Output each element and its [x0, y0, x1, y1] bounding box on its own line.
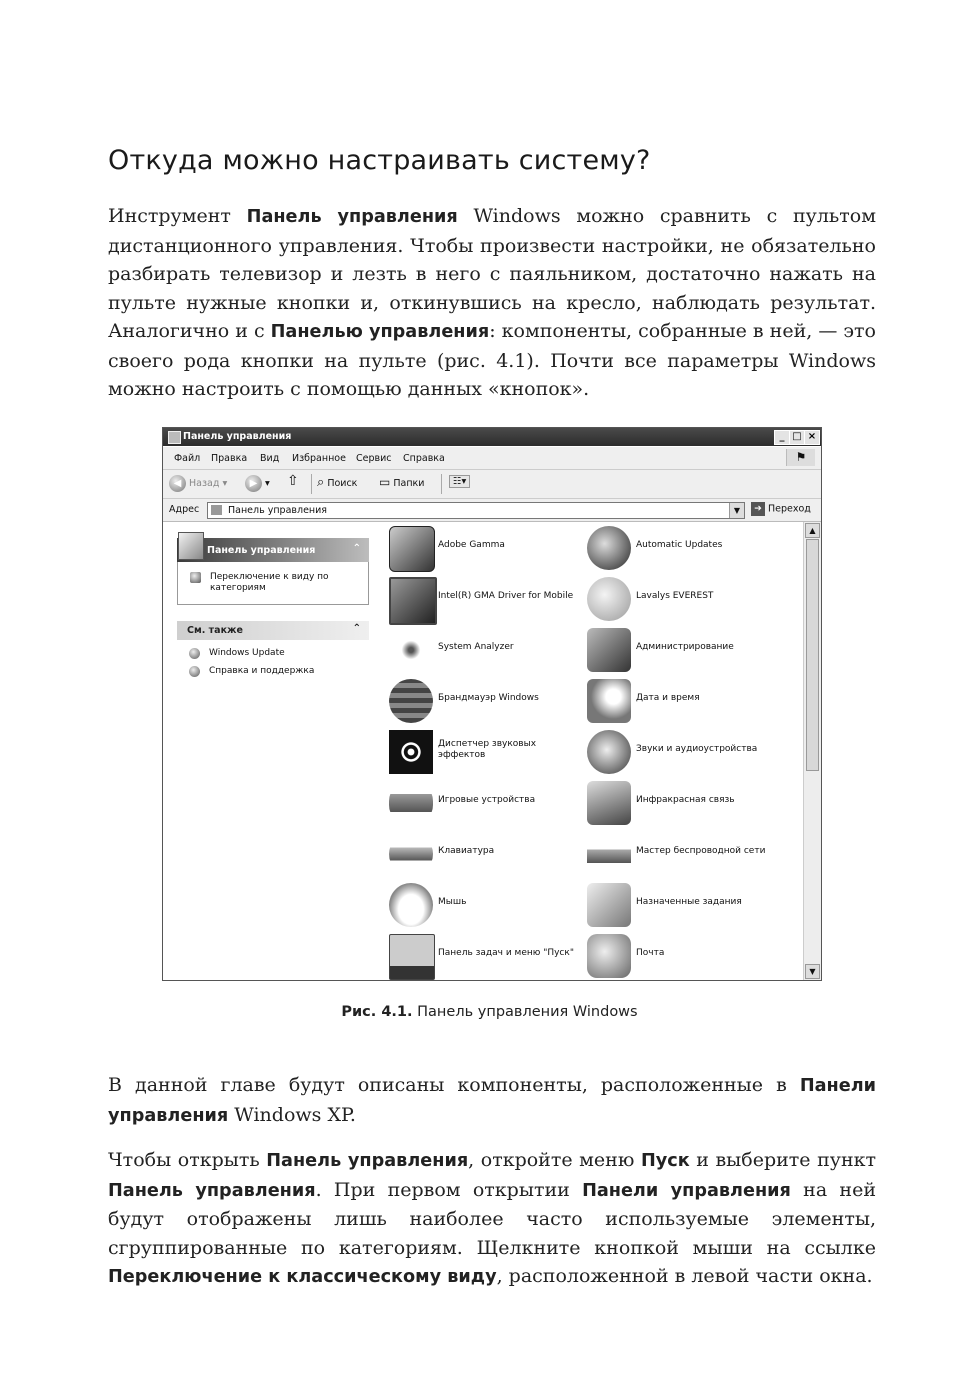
windows-update-link[interactable]: Windows Update	[177, 648, 285, 659]
figure-caption-text: Панель управления Windows	[412, 1004, 638, 1020]
text-run: Windows можно сравнить с пультом дистанционного управления. Чтобы произвести настройки, не обязательно разбирать телевизор и лезть в него с паяльником, достаточно нажать на пульте нужные кнопки и, откинувшись на кресло, наблюдать результат. Аналогично и с	[108, 205, 876, 342]
text-run: Инструмент	[108, 205, 247, 227]
item-mouse[interactable]: Мышь	[384, 881, 584, 929]
item-date-and-time[interactable]: Дата и время	[582, 677, 782, 725]
figure-caption	[0, 1004, 979, 1020]
back-button[interactable]: ◀ Назад ▾	[169, 475, 227, 492]
mail-icon	[587, 934, 631, 978]
system-analyzer-icon	[389, 628, 433, 672]
bold-term: Панели управления	[582, 1180, 791, 1201]
task-pane	[163, 522, 381, 980]
task-pane-title: Панель управления	[207, 545, 316, 556]
paragraph-intro	[108, 202, 876, 404]
bold-term: Панели управления	[108, 1076, 876, 1126]
item-system-analyzer[interactable]: System Analyzer	[384, 626, 584, 674]
scroll-thumb[interactable]	[806, 539, 819, 771]
menu-help[interactable]: Справка	[403, 453, 445, 464]
item-sounds-audio-devices[interactable]: Звуки и аудиоустройства	[582, 728, 782, 776]
collapse-icon[interactable]: ⌃	[352, 543, 361, 554]
bold-term: Пуск	[640, 1151, 690, 1171]
toolbar	[163, 470, 821, 499]
paragraph-chapter-scope	[108, 1071, 876, 1130]
menu-favorites[interactable]: Избранное	[292, 453, 346, 464]
item-taskbar-start-menu[interactable]: Панель задач и меню "Пуск"	[384, 932, 584, 980]
keyboard-icon	[389, 832, 433, 876]
windows-logo-icon: ⚑	[786, 449, 815, 466]
text-run: Windows XP.	[228, 1103, 356, 1126]
wireless-icon	[587, 832, 631, 876]
bold-term: Переключение к классическому виду	[108, 1267, 497, 1287]
admin-tools-icon	[587, 628, 631, 672]
see-also-title: См. также	[187, 625, 243, 636]
menu-view[interactable]: Вид	[260, 453, 280, 464]
items-view	[382, 522, 802, 980]
firewall-icon	[389, 679, 433, 723]
scheduled-tasks-icon	[587, 883, 631, 927]
forward-button[interactable]: ▶ ▾	[245, 475, 270, 492]
scroll-down-icon[interactable]: ▼	[805, 964, 820, 979]
item-mail[interactable]: Почта	[582, 932, 782, 980]
views-icon: ☷	[453, 476, 462, 487]
scroll-up-icon[interactable]: ▲	[805, 523, 820, 538]
text-run: В данной главе будут описаны компоненты, расположенные в	[108, 1074, 800, 1096]
figure-number: Рис. 4.1.	[341, 1004, 413, 1020]
folders-button[interactable]: ▭ Папки	[379, 475, 425, 489]
info-icon	[587, 577, 631, 621]
address-value: Панель управления	[228, 505, 328, 516]
title-bar	[163, 428, 821, 446]
control-panel-box-body	[177, 562, 369, 605]
windows-update-icon	[189, 648, 200, 659]
menu-bar	[163, 447, 821, 470]
control-panel-icon	[178, 532, 204, 560]
item-intel-gma-driver[interactable]: Intel(R) GMA Driver for Mobile	[384, 575, 584, 623]
back-arrow-icon: ◀	[169, 475, 186, 492]
go-arrow-icon: ➔	[751, 502, 765, 516]
globe-updates-icon	[587, 526, 631, 570]
control-panel-icon	[168, 431, 181, 444]
address-field[interactable]	[207, 502, 745, 519]
address-dropdown-icon[interactable]: ▼	[729, 503, 744, 518]
go-button[interactable]: ➔ Переход	[751, 502, 811, 516]
text-run: : компоненты, собранные в ней, — это своего рода кнопки на пульте (рис. 4.1). Почти все параметры Windows можно настроить с помощью данных «кнопок».	[108, 320, 876, 400]
intel-display-icon	[389, 577, 437, 625]
up-folder-icon[interactable]: ⇧	[287, 473, 299, 489]
text-run: на ней будут отображены лишь наиболее часто используемые элементы, сгруппированные по категориям. Щелкните кнопкой мыши на ссылке	[108, 1178, 876, 1259]
control-panel-box	[177, 538, 369, 605]
item-lavalys-everest[interactable]: Lavalys EVEREST	[582, 575, 782, 623]
item-wireless-network-wizard[interactable]: Мастер беспроводной сети	[582, 830, 782, 878]
bold-term: Панелью управления	[270, 322, 490, 342]
taskbar-icon	[389, 934, 435, 980]
speaker-icon	[587, 730, 631, 774]
text-run: , откройте меню	[468, 1149, 641, 1171]
sound-effects-icon	[389, 730, 433, 774]
forward-arrow-icon: ▶	[245, 475, 262, 492]
item-automatic-updates[interactable]: Automatic Updates	[582, 524, 782, 572]
item-game-controllers[interactable]: Игровые устройства	[384, 779, 584, 827]
close-button[interactable]: ×	[804, 430, 820, 445]
section-heading: Откуда можно настраивать систему?	[108, 145, 651, 176]
search-icon: ⌕	[317, 475, 325, 490]
window-title: Панель управления	[183, 431, 292, 442]
text-run: Чтобы открыть	[108, 1149, 267, 1171]
folders-icon: ▭	[379, 475, 391, 489]
item-scheduled-tasks[interactable]: Назначенные задания	[582, 881, 782, 929]
minimize-button[interactable]: _	[774, 430, 790, 445]
views-button[interactable]: ☷▾	[449, 475, 470, 488]
control-panel-window-screenshot	[162, 427, 822, 981]
collapse-icon[interactable]: ⌃	[352, 623, 361, 634]
switch-to-category-view-link[interactable]: Переключение к виду по категориям	[178, 572, 368, 594]
menu-file[interactable]: Файл	[174, 453, 201, 464]
paragraph-open-control-panel	[108, 1146, 876, 1292]
item-windows-firewall[interactable]: Брандмауэр Windows	[384, 677, 584, 725]
laptop-infrared-icon	[587, 781, 631, 825]
bold-term: Панель управления	[266, 1151, 469, 1171]
clock-calendar-icon	[587, 679, 631, 723]
monitor-gamma-icon	[389, 526, 435, 572]
help-and-support-link[interactable]: Справка и поддержка	[177, 666, 314, 677]
maximize-button[interactable]: □	[789, 430, 805, 445]
item-sound-effect-manager[interactable]: Диспетчер звуковых эффектов	[384, 728, 584, 776]
folder-icon	[211, 505, 222, 515]
see-also-box	[177, 621, 369, 700]
address-bar	[163, 499, 821, 522]
address-label: Адрес	[169, 504, 200, 515]
menu-edit[interactable]: Правка	[211, 453, 248, 464]
bold-term: Панель управления	[108, 1180, 316, 1201]
text-run: и выберите пункт	[689, 1149, 876, 1171]
item-infrared[interactable]: Инфракрасная связь	[582, 779, 782, 827]
bold-term: Панель управления	[246, 207, 458, 227]
item-keyboard[interactable]: Клавиатура	[384, 830, 584, 878]
vertical-scrollbar[interactable]	[803, 522, 821, 980]
menu-tools[interactable]: Сервис	[356, 453, 392, 464]
text-run: , расположенной в левой части окна.	[496, 1265, 873, 1287]
mouse-icon	[389, 883, 433, 927]
help-icon	[189, 666, 200, 677]
gamepad-icon	[389, 781, 433, 825]
item-administrative-tools[interactable]: Администрирование	[582, 626, 782, 674]
control-panel-box-header[interactable]	[177, 538, 369, 562]
text-run: . При первом открытии	[315, 1178, 583, 1201]
see-also-list	[177, 640, 369, 700]
switch-view-icon	[190, 572, 201, 583]
see-also-header[interactable]	[177, 621, 369, 640]
item-adobe-gamma[interactable]: Adobe Gamma	[384, 524, 584, 572]
search-button[interactable]: ⌕ Поиск	[317, 475, 358, 490]
